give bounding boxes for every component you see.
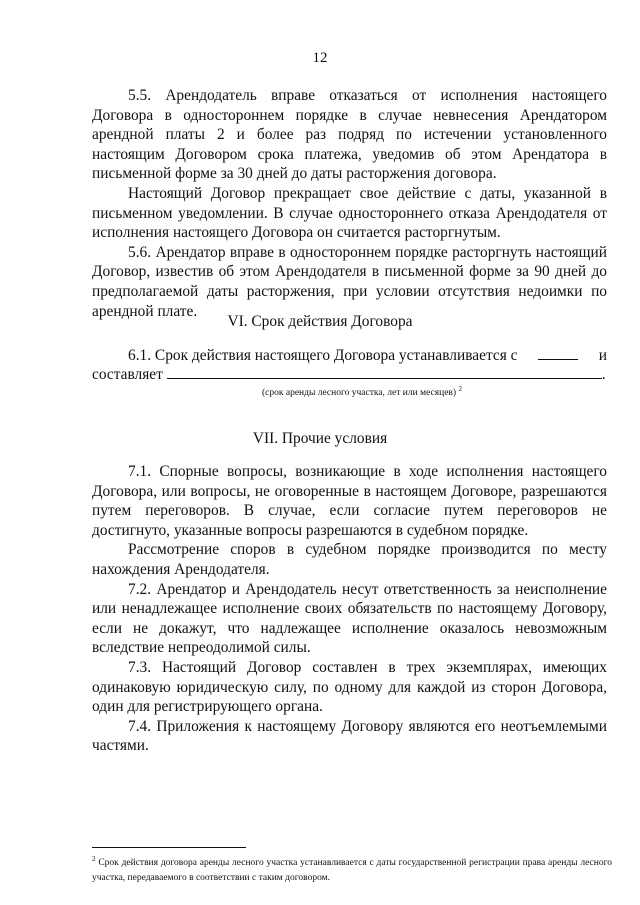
clause-6-1-and: и — [598, 347, 607, 364]
term-length-blank — [167, 364, 602, 379]
hint-text: (срок аренды лесного участка, лет или месяцев) — [262, 388, 457, 399]
clause-5-5-continued: Настоящий Договор прекращает свое действие с даты, указанной в письменном уведомлении. В случае одностороннего отказа Арендодателя от исполнения настоящего Договора он считается расторгнутым. — [92, 184, 607, 242]
clause-6-1-period: . — [601, 366, 606, 383]
clause-5-6: 5.6. Арендатор вправе в одностороннем порядке расторгнуть настоящий Договор, известив об этом Арендодателя в письменной форме за 90 дней до предполагаемой даты расторжения, при условии отсутствия недоимки по арендной плате. — [92, 243, 607, 320]
clause-7-1-continued: Рассмотрение споров в судебном порядке производится по месту нахождения Арендодателя. — [92, 541, 607, 578]
footnote-mark: 2 — [92, 855, 96, 863]
clause-6-1-makes: составляет — [92, 366, 163, 383]
clause-7-4: 7.4. Приложения к настоящему Договору являются его неотъемлемыми частями. — [92, 717, 607, 755]
section-7-text — [92, 462, 607, 756]
clause-7-3: 7.3. Настоящий Договор составлен в трех экземплярах, имеющих одинаковую юридическую силу, по одному для каждой из сторон Договора, один для регистрирующего органа. — [92, 658, 607, 716]
clause-6-1-line1 — [128, 345, 607, 365]
clause-6-1-line2 — [92, 364, 607, 384]
clause-7-1: 7.1. Спорные вопросы, возникающие в ходе исполнения настоящего Договора, или вопросы, не оговоренные в настоящем Договоре, разрешаются путем переговоров. В случае, если согласие путем переговоров не достигнуто, указанные вопросы разрешаются в судебном порядке. — [92, 463, 607, 539]
clause-5-5: 5.5. Арендодатель вправе отказаться от исполнения настоящего Договора в одностороннем порядке в случае невнесения Арендатором арендной платы 2 и более раз подряд по истечении установленного настоящим Договором срока платежа, уведомив об этом Арендатора в письменной форме за 30 дней до даты расторжения договора. — [92, 87, 607, 183]
term-length-hint — [262, 385, 462, 398]
section-5-text — [92, 86, 607, 321]
start-date-blank — [538, 345, 578, 360]
section-7-heading: VII. Прочие условия — [252, 430, 388, 447]
section-6-heading: VI. Срок действия Договора — [227, 313, 413, 330]
footnote-text: Срок действия договора аренды лесного участка устанавливается с даты государственной регистрации права аренды лесного участка, передаваемого в соответствии с таким договором. — [92, 858, 612, 884]
footnote-divider — [92, 847, 246, 848]
clause-6-1-text: 6.1. Срок действия настоящего Договора устанавливается с — [128, 347, 518, 364]
footnote-ref: 2 — [458, 385, 462, 393]
footnote — [92, 852, 612, 886]
page-number: 12 — [312, 50, 328, 66]
clause-7-2: 7.2. Арендатор и Арендодатель несут ответственность за неисполнение или ненадлежащее исполнение своих обязательств по настоящему Договору, если не докажут, что надлежащее исполнение оказалось невозможным вследствие непреодолимой силы. — [92, 580, 607, 657]
